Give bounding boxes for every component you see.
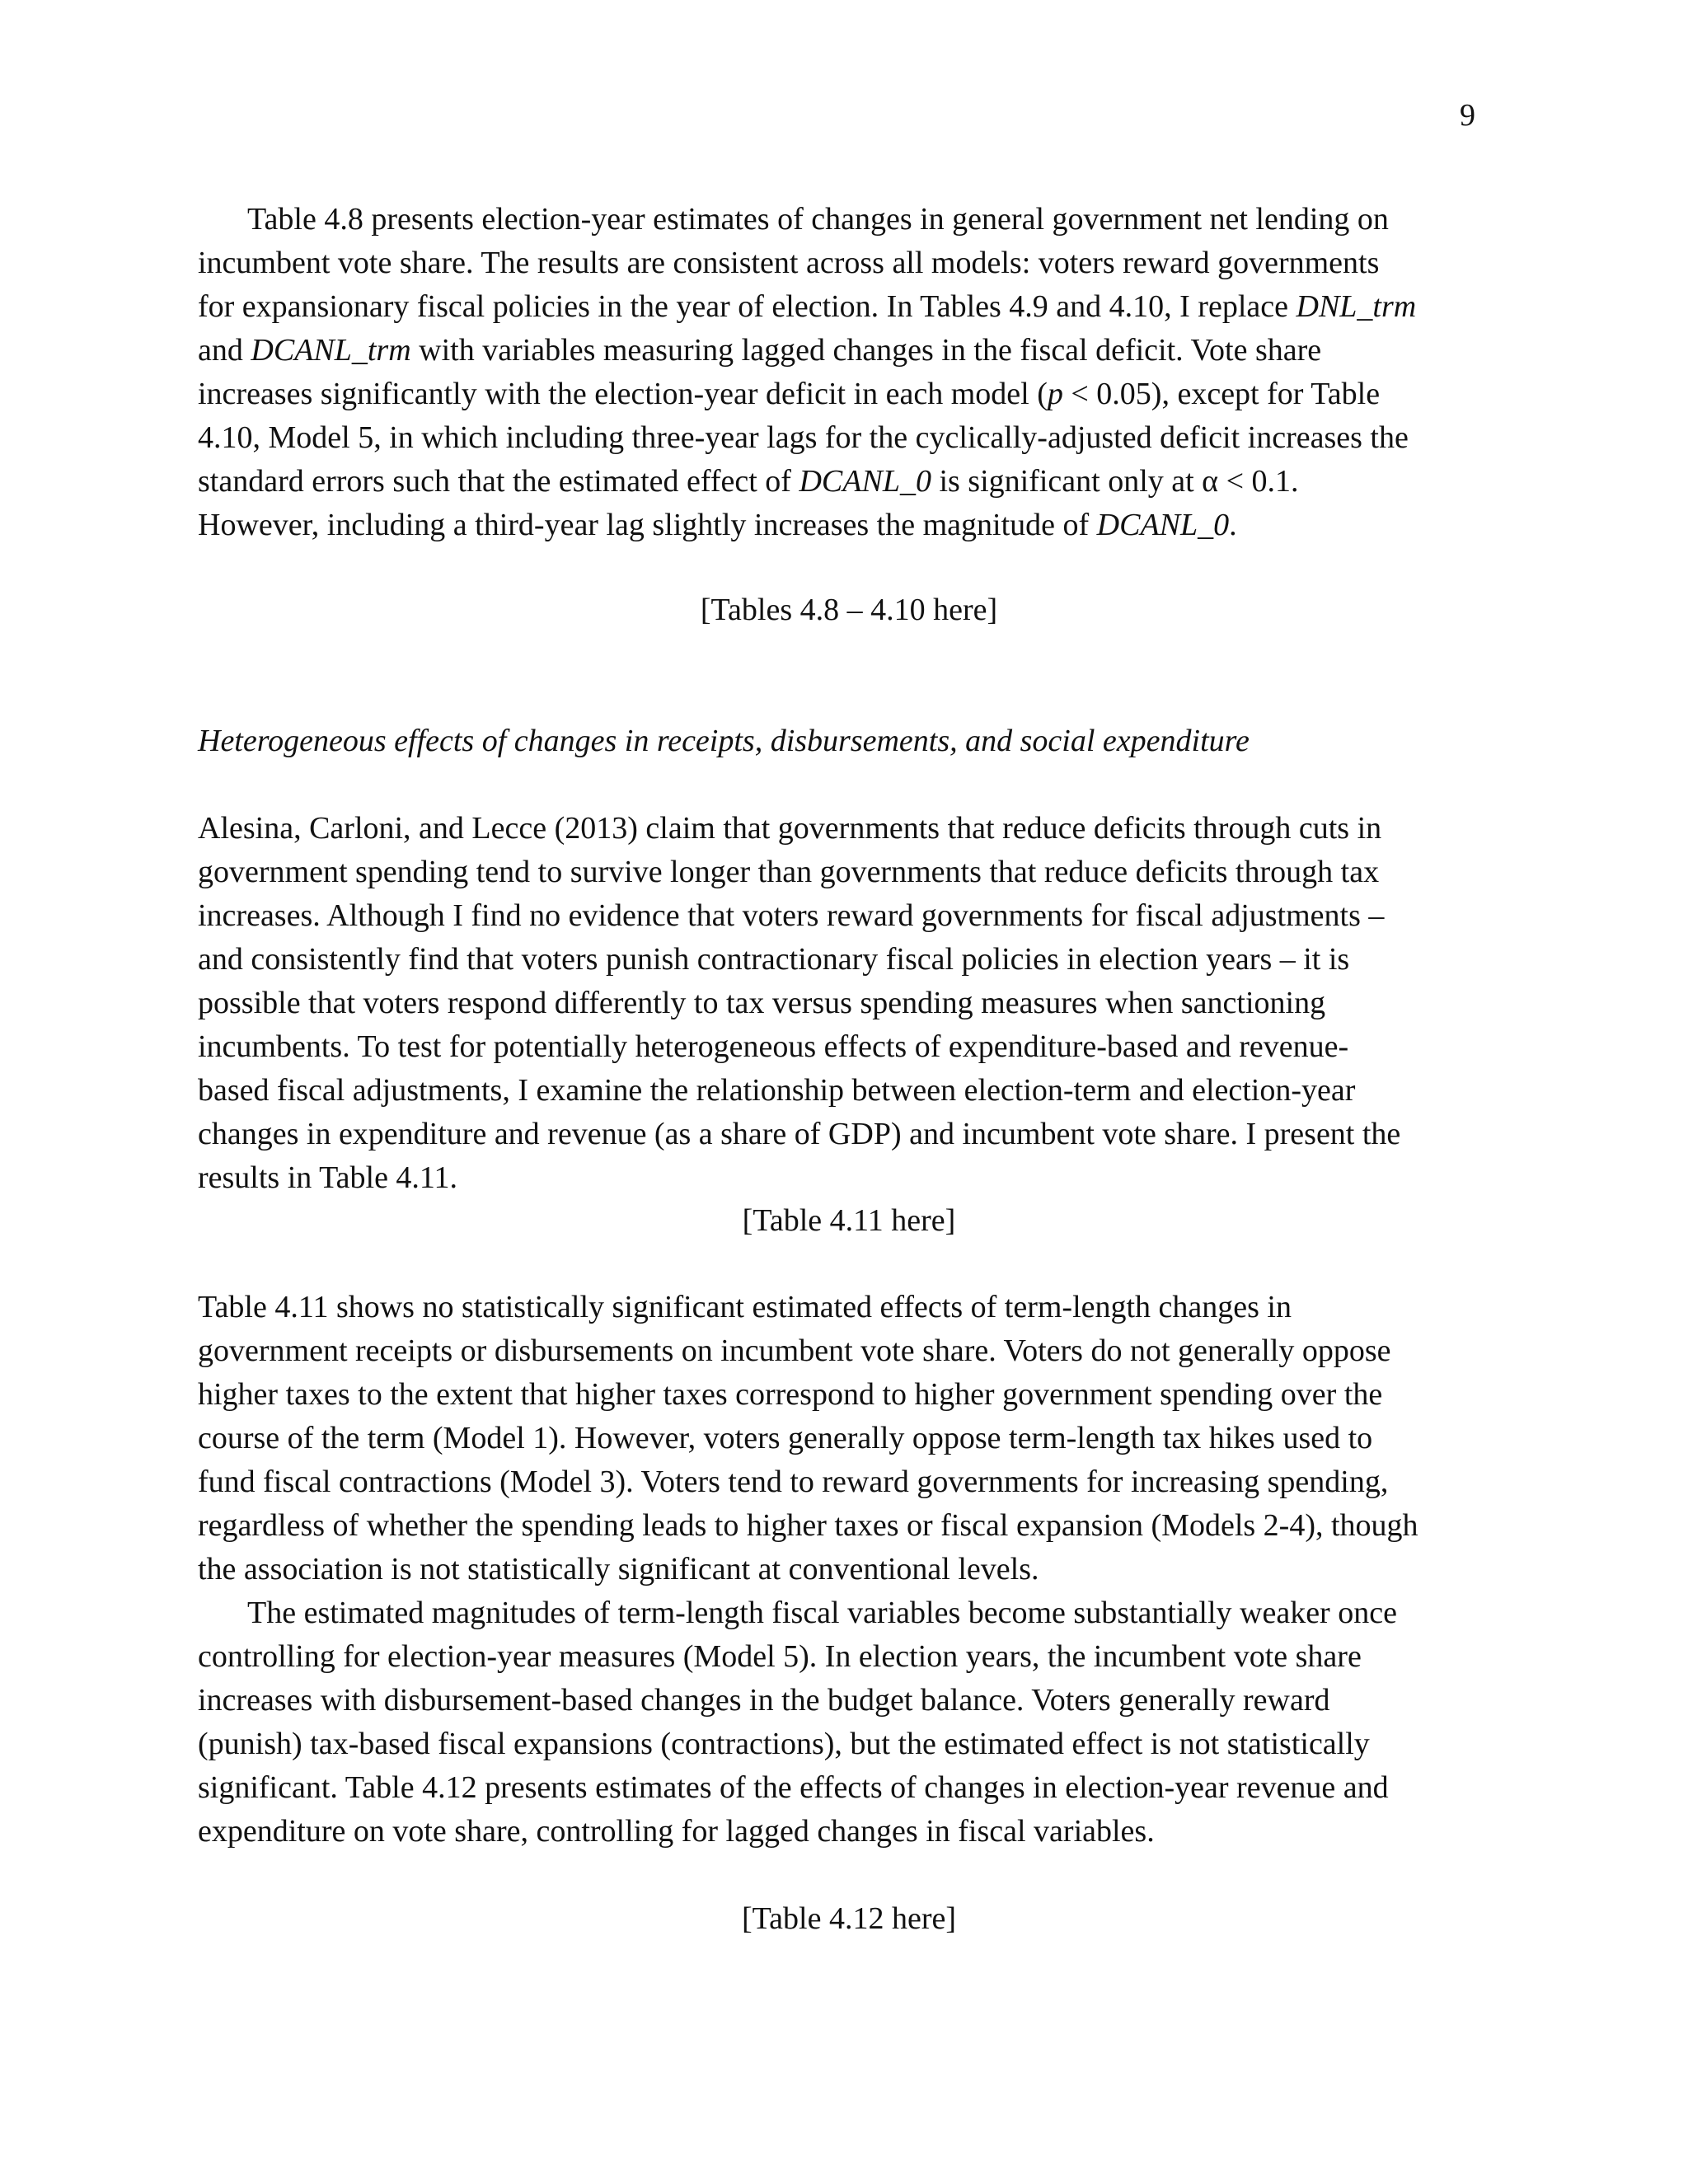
text-line: Table 4.8 presents election-year estimates of changes in general government net lending on: [247, 202, 1389, 237]
text-line: significant. Table 4.12 presents estimates of the effects of changes in election-year revenue and: [198, 1770, 1389, 1805]
text-line: government spending tend to survive longer than governments that reduce deficits through tax: [198, 855, 1380, 889]
variable-name: DCANL_0: [799, 464, 931, 499]
text-line: higher taxes to the extent that higher taxes correspond to higher government spending over the: [198, 1377, 1383, 1412]
table-placeholder: [Table 4.12 here]: [741, 1901, 957, 1936]
text-line: and consistently find that voters punish contractionary fiscal policies in election years – it is: [198, 942, 1350, 977]
text-line: Alesina, Carloni, and Lecce (2013) claim that governments that reduce deficits through cuts in: [198, 811, 1382, 846]
text-line: 4.10, Model 5, in which including three-year lags for the cyclically-adjusted deficit increases the: [198, 420, 1409, 455]
text-line: increases significantly with the election-year deficit in each model (p < 0.05), except for Table: [198, 377, 1381, 411]
text-line: fund fiscal contractions (Model 3). Voters tend to reward governments for increasing spending,: [198, 1465, 1389, 1499]
text-line: government receipts or disbursements on incumbent vote share. Voters do not generally oppose: [198, 1333, 1391, 1368]
text-line: for expansionary fiscal policies in the year of election. In Tables 4.9 and 4.10, I replace DNL_trm: [198, 289, 1417, 324]
text-line: increases. Although I find no evidence that voters reward governments for fiscal adjustments –: [198, 898, 1385, 933]
section-heading: Heterogeneous effects of changes in receipts, disbursements, and social expenditure: [198, 724, 1250, 758]
text-line: controlling for election-year measures (Model 5). In election years, the incumbent vote share: [198, 1639, 1362, 1674]
text-line: course of the term (Model 1). However, voters generally oppose term-length tax hikes used to: [198, 1421, 1373, 1455]
variable-name: DCANL_trm: [251, 333, 411, 368]
text-line: results in Table 4.11.: [198, 1160, 458, 1195]
variable-name: DCANL_0: [1096, 508, 1230, 542]
page-number: 9: [1460, 98, 1475, 133]
text-line: expenditure on vote share, controlling for lagged changes in fiscal variables.: [198, 1814, 1155, 1849]
text-line: Table 4.11 shows no statistically significant estimated effects of term-length changes in: [198, 1290, 1292, 1324]
text-line: The estimated magnitudes of term-length fiscal variables become substantially weaker once: [247, 1596, 1397, 1630]
paragraph-1: [198, 198, 1500, 547]
text-line: based fiscal adjustments, I examine the relationship between election-term and election-year: [198, 1073, 1356, 1108]
text-line: However, including a third-year lag slightly increases the magnitude of DCANL_0.: [198, 508, 1237, 542]
text-line: (punish) tax-based fiscal expansions (contractions), but the estimated effect is not statistically: [198, 1727, 1370, 1761]
text-line: increases with disbursement-based changes in the budget balance. Voters generally reward: [198, 1683, 1330, 1718]
variable-name: p: [1047, 377, 1063, 411]
text-line: and DCANL_trm with variables measuring lagged changes in the fiscal deficit. Vote share: [198, 333, 1322, 368]
table-placeholder: [Table 4.11 here]: [742, 1203, 956, 1238]
text-line: the association is not statistically significant at conventional levels.: [198, 1552, 1039, 1586]
table-placeholder: [Tables 4.8 – 4.10 here]: [700, 593, 998, 627]
text-line: incumbents. To test for potentially heterogeneous effects of expenditure-based and revenue-: [198, 1029, 1349, 1064]
text-line: regardless of whether the spending leads to higher taxes or fiscal expansion (Models 2-4), though: [198, 1508, 1418, 1543]
text-line: standard errors such that the estimated effect of DCANL_0 is significant only at α < 0.1.: [198, 464, 1299, 499]
text-line: incumbent vote share. The results are consistent across all models: voters reward governments: [198, 246, 1380, 280]
paragraph-2: [198, 807, 1500, 1200]
text-line: changes in expenditure and revenue (as a share of GDP) and incumbent vote share. I present the: [198, 1117, 1401, 1151]
paragraph-4: [198, 1591, 1500, 1854]
variable-name: DNL_trm: [1296, 289, 1417, 324]
paragraph-3: [198, 1286, 1500, 1591]
text-line: possible that voters respond differently to tax versus spending measures when sanctioning: [198, 986, 1326, 1020]
